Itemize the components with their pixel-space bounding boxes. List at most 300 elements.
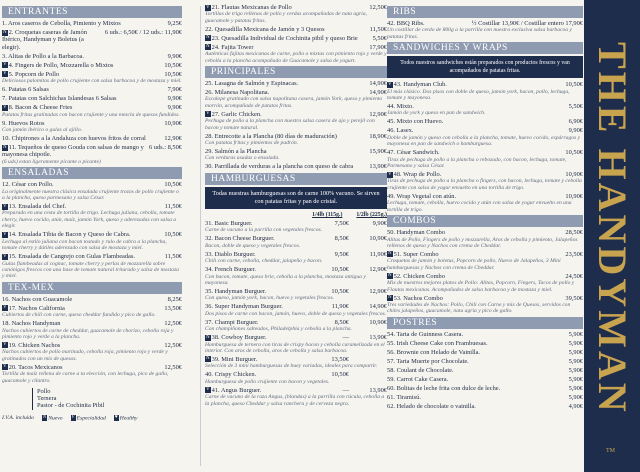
menu-item bbox=[205, 251, 387, 265]
menu-item bbox=[205, 387, 387, 407]
item-price: 18,90€ bbox=[369, 132, 387, 140]
item-price: 12,50€ bbox=[164, 363, 182, 371]
item-name: 31. Basic Burguer. bbox=[205, 219, 253, 227]
menu-item bbox=[387, 229, 583, 249]
item-price: 12,90€ bbox=[369, 287, 387, 295]
item-price: 10,50€ bbox=[164, 61, 182, 69]
section-entrantes: ENTRANTES bbox=[2, 6, 182, 18]
menu-item bbox=[2, 86, 182, 93]
item-price: 13,90€ bbox=[369, 386, 387, 394]
menu-item bbox=[387, 331, 583, 338]
column-1 bbox=[2, 4, 182, 422]
new-icon: N bbox=[206, 356, 210, 362]
menu-item bbox=[205, 266, 387, 286]
item-price: 9,25€ bbox=[167, 20, 182, 27]
item-description: Hamburguesa de ternera con tiras de crispy bacon y cebolla caramelizada en el interior. Con aros de cebolla, aros de cebolla y salsa barbacoa. bbox=[205, 341, 385, 354]
item-price: 28,50€ bbox=[565, 229, 583, 237]
iva-note: I.V.A. incluido bbox=[2, 415, 34, 422]
menu-item bbox=[387, 403, 583, 410]
entrantes-list bbox=[2, 20, 182, 165]
menu-item bbox=[205, 319, 387, 333]
specialty-icon: V bbox=[3, 231, 7, 237]
new-icon: N bbox=[42, 415, 47, 421]
specialty-icon: V bbox=[206, 387, 210, 393]
specialty-icon: V bbox=[206, 4, 210, 10]
item-name: 36. Super Handyman Burguer. bbox=[205, 303, 283, 311]
menu-item bbox=[387, 385, 583, 392]
item-name: 53. Nachos Combo bbox=[393, 294, 443, 302]
specialty-icon: V bbox=[71, 415, 75, 421]
item-price: ½ Costillar 13,90€ / Costillar entero 17,90€ bbox=[471, 20, 583, 27]
item-name: 1. Aros caseros de Cebolla, Pimiento y Mixtos bbox=[2, 20, 121, 27]
trademark-mark: TM bbox=[606, 448, 615, 454]
menu-item bbox=[205, 4, 387, 24]
item-description: Nachos cubiertos de carne de cheddar, guacamole de chorizo, cebolla roja y pimiento rojo y verde a la plancha. bbox=[2, 327, 174, 340]
item-description: El más clásico. Dos pisos con doble de queso, jamón york, bacon, pollo, lechuga, tomate y mayonesa. bbox=[387, 88, 570, 102]
item-description: Con patatas fritas y pimientos de padrón. bbox=[205, 140, 299, 147]
specialty-icon: V bbox=[3, 364, 7, 370]
healthy-icon: ♥ bbox=[114, 415, 118, 421]
item-name: 34. French Burguer. bbox=[205, 266, 256, 274]
combos-list bbox=[387, 229, 583, 315]
menu-item bbox=[205, 303, 387, 317]
menu-item bbox=[2, 296, 182, 303]
item-price bbox=[353, 371, 387, 378]
principales-list bbox=[205, 80, 387, 171]
menu-item bbox=[205, 288, 387, 302]
item-name: 48. Wrap de Pollo. bbox=[393, 171, 442, 179]
item-price: 5,90€ bbox=[568, 366, 583, 374]
item-price: 15,90€ bbox=[369, 148, 387, 156]
burgers-list bbox=[205, 220, 387, 407]
item-price: 13,50€ bbox=[331, 355, 349, 363]
item-name: 3. Alitas de Pollo a la Barbacoa. bbox=[2, 52, 84, 60]
item-price: 11,90€ bbox=[369, 250, 387, 258]
item-price: 10,90€ bbox=[369, 318, 387, 326]
menu-item bbox=[387, 127, 583, 147]
item-price bbox=[353, 356, 387, 363]
taco-option: Pastor - de Cochinita Pibil bbox=[37, 402, 105, 410]
item-price: 13,90€ bbox=[369, 334, 387, 342]
item-description: Chili con carne, cebolla, cheddar, jalapeño y bacon. bbox=[205, 258, 323, 265]
item-price: 11,50€ bbox=[369, 25, 387, 33]
taco-option: Ternera bbox=[37, 394, 57, 402]
menu-item bbox=[387, 171, 583, 191]
item-description: Con verduras asadas o ensalada. bbox=[205, 155, 280, 162]
new-icon: N bbox=[206, 35, 210, 41]
item-price: 9,90€ bbox=[167, 95, 182, 103]
sandwich-note: Todos nuestros sandwiches están preparados con productos frescos y van acompañados de patatas fritas. bbox=[387, 56, 583, 78]
item-price: 23,50€ bbox=[565, 250, 583, 258]
menu-item bbox=[387, 20, 583, 40]
menu-item bbox=[387, 149, 583, 169]
menu-item bbox=[387, 251, 583, 271]
item-price: 7,50€ bbox=[334, 219, 349, 227]
item-price: 8,25€ bbox=[167, 295, 182, 303]
item-name: 51. Super Combo bbox=[393, 250, 439, 258]
menu-item bbox=[387, 367, 583, 374]
item-price: 9,90€ bbox=[568, 127, 583, 135]
menu-item bbox=[387, 81, 583, 101]
item-description: Mix de nuestros mejores platos de Pollo: Alitas, Popcorn, Fingers, Tacos de pollo y Flautas mexicanas. Acompañados de salsa barbacoa y de mostaza y miel. bbox=[387, 280, 575, 293]
item-price: 5,90€ bbox=[568, 375, 583, 383]
item-price: 10,90€ bbox=[565, 192, 583, 200]
menu-item bbox=[205, 80, 387, 87]
legend-healthy: ♥ Healthy bbox=[114, 415, 138, 422]
menu-item bbox=[205, 35, 387, 42]
item-price: 10,50€ bbox=[164, 70, 182, 78]
item-price: 10,50€ bbox=[164, 231, 182, 239]
item-name: 27. Garlic Chicken. bbox=[211, 110, 262, 118]
item-description: Patatas fritas gratinadas con bacon crujiente y una mezcla de quesos fundidos. bbox=[2, 111, 180, 118]
menu-item bbox=[205, 163, 387, 170]
menu-item bbox=[387, 295, 583, 315]
specialty-icon: V bbox=[3, 62, 7, 68]
item-price: 8,50€ bbox=[334, 318, 349, 326]
item-description: Doble de jamón y queso con cebolla a la plancha, tomate, huevo cocido, espárragos y mayonesa en pan de sandwich o hamburguesa. bbox=[387, 134, 581, 148]
item-description: Con bacon, tomate, queso brie, cebolla a la plancha, mostaza antigua y mayonesa. bbox=[205, 273, 366, 286]
menu-item bbox=[387, 349, 583, 356]
item-price: 5,50€ bbox=[372, 34, 387, 42]
item-name: 40. Crispy Chicken. bbox=[205, 371, 257, 379]
item-name: 57. Tarta Muerte por Chocolate. bbox=[387, 357, 469, 365]
item-price: 10,50€ bbox=[331, 371, 349, 379]
menu-item bbox=[2, 71, 182, 85]
item-description: Un costillar de cerdo de 800g a la parrilla con nuestra exclusiva salsa barbacoa y patatas fritas. bbox=[387, 27, 572, 40]
item-description: Selección de 3 mini hamburguesas de buey variadas, ideales para compartir. bbox=[205, 363, 378, 370]
menu-item bbox=[387, 273, 583, 293]
item-name: 24. Fajita Tower bbox=[211, 43, 254, 51]
menu-item bbox=[205, 148, 387, 162]
legend bbox=[2, 415, 182, 421]
item-name: 56. Brownie con Helado de Vainilla. bbox=[387, 348, 481, 356]
menu-item bbox=[387, 193, 583, 213]
item-name: 33. Diablo Burguer. bbox=[205, 250, 256, 258]
specialty-icon: V bbox=[3, 342, 7, 348]
size-quarter-label: 1/4lb (115g.) bbox=[312, 211, 343, 218]
item-name: 43. Handyman Club. bbox=[393, 81, 447, 89]
item-name: 38. Cowboy Burguer. bbox=[211, 334, 267, 342]
item-description: Tortillas de trigo rellenas de pollo y cerdas acompañadas de nata agria, guacamole y patatas fritas. bbox=[205, 11, 367, 24]
item-name: 16. Nachos con Guacamole bbox=[2, 295, 73, 303]
item-description: Tres variedades de Nachos: Pollo, Chili con Carne y mix de Quesos, servidos con chiles jalapeños, guacamole, nata agria y pico de gallo. bbox=[387, 301, 571, 315]
item-price: 11,50€ bbox=[164, 203, 182, 211]
item-description: Jamón de york y queso en pan de sandwich. bbox=[387, 110, 486, 117]
item-price: 10,50€ bbox=[164, 181, 182, 189]
item-name: 5. Popcorn de Pollo bbox=[8, 70, 60, 78]
menu-item bbox=[2, 53, 182, 60]
item-description: Gulas flambeadas al cognac, tomate cherry y perlas de mozzarella sobre canónigos frescos con una base de tomate natural triturado y salsa de mostaza y miel. bbox=[2, 260, 179, 280]
item-price: 6 uds.: 6,50€ / 12 uds.: 11,90€ bbox=[104, 29, 182, 36]
item-price: 5,90€ bbox=[568, 339, 583, 347]
item-price: 13,90€ bbox=[369, 163, 387, 171]
menu-item bbox=[2, 62, 182, 69]
item-name: 19. Chicken Nachos bbox=[8, 341, 61, 349]
menu-item bbox=[2, 364, 182, 384]
item-price: 9,50€ bbox=[334, 250, 349, 258]
item-description: Con champiñones salteados, Philadelphia y cebolla a la plancha. bbox=[205, 326, 352, 333]
menu-item bbox=[2, 203, 182, 230]
item-name: 55. Irish Cheese Cake con Frambuesas. bbox=[387, 339, 488, 347]
item-price: 10,50€ bbox=[565, 81, 583, 89]
item-name: 21. Flautas Mexicanas de Pollo bbox=[211, 4, 292, 11]
new-icon: N bbox=[206, 334, 210, 340]
item-price: 5,90€ bbox=[568, 357, 583, 365]
item-description: Croquetas de jamón y boletus, Popcorn de pollo, Nuevo de Jalapeños, 3 Mini hamburguesas y Nachos con crema de Cheddar. bbox=[387, 258, 561, 271]
section-hamburguesas: HAMBURGUESAS bbox=[205, 173, 387, 185]
item-price: 17,90€ bbox=[369, 43, 387, 51]
section-sandwiches: SANDWICHES Y WRAPS bbox=[387, 42, 583, 54]
column-2 bbox=[205, 4, 387, 409]
texmex-list bbox=[2, 296, 182, 384]
menu-item bbox=[205, 334, 387, 354]
menu-item bbox=[387, 103, 583, 117]
item-name: 37. Champi Burguer. bbox=[205, 318, 259, 326]
item-description: Hamburguesa de pollo crujiente con bacon y vegetales. bbox=[205, 378, 330, 385]
item-name: 32. Bacon Cheese Burguer. bbox=[205, 235, 275, 243]
item-price: 5,90€ bbox=[568, 393, 583, 401]
item-description: Deliciosos palomitas de pollo crujiente con salsa barbacoa y de mostaza y miel. bbox=[2, 78, 182, 85]
item-name: 39. Mini Burguer. bbox=[211, 355, 258, 363]
item-price: 12,90€ bbox=[164, 135, 182, 143]
item-name: 41. Angus Burguer. bbox=[211, 386, 262, 394]
section-ensaladas: ENSALADAS bbox=[2, 167, 182, 179]
item-description: Con jamón ibérico o gulas al ajillo. bbox=[2, 127, 83, 134]
menu-item bbox=[2, 95, 182, 102]
item-name: 58. Coulant de Chocolate. bbox=[387, 366, 454, 374]
item-name: 17. Nachos California bbox=[8, 304, 65, 312]
item-description: La originalmente nuestra clásica ensalada crujiente trozos de pollo crujiente o a la plancha, queso parmesano y salsa César. bbox=[2, 188, 179, 202]
item-name: 59. Carrot Cake Casera. bbox=[387, 375, 449, 383]
item-name: 2. Croquetas caseras de Jamón Ibérico, Handyman y Boletus (a elegir). bbox=[2, 29, 87, 51]
column-divider bbox=[200, 6, 201, 466]
item-name: 30. Parrillada de verduras a la plancha con queso de cabra bbox=[205, 163, 354, 171]
item-price: 9,90€ bbox=[167, 104, 182, 112]
new-icon: N bbox=[388, 251, 392, 257]
item-name: 29. Salmón a la Plancha bbox=[205, 148, 267, 156]
specialty-icon: V bbox=[3, 203, 7, 209]
item-price: 5,90€ bbox=[568, 348, 583, 356]
item-description: Bacon, doble de queso y vegetales frescos. bbox=[205, 242, 301, 249]
item-description: Lechuga al estilo juliana con bacon tostado y rulo de cabra a la plancha, tomate cherry y dátiles aderezado con salsa de mostaza y miel. bbox=[2, 238, 167, 252]
menu-item bbox=[2, 181, 182, 201]
legend-especialidad: V Especialidad bbox=[71, 415, 106, 422]
item-description: (6 uds) estan ligeramente picante o picante) bbox=[2, 158, 101, 165]
specialty-icon: V bbox=[3, 104, 7, 110]
burger-size-header bbox=[205, 212, 387, 218]
item-price: 39,50€ bbox=[565, 294, 583, 302]
brand-spine bbox=[584, 0, 640, 472]
item-price: 12,50€ bbox=[164, 341, 182, 349]
item-price: 14,90€ bbox=[369, 89, 387, 97]
item-name: 10. Chipirones a la Andaluza con huevos fritos de corral bbox=[2, 135, 146, 143]
legend-nuevo: N Nuevo bbox=[42, 415, 63, 422]
item-price: 7,90€ bbox=[167, 86, 182, 94]
new-icon: N bbox=[388, 273, 392, 279]
menu-item bbox=[2, 305, 182, 319]
item-name: 60. Bolitas de leche frita con dulce de leche. bbox=[387, 384, 501, 392]
item-description: Tortilla de maíz rellena de carne a tu elección, con lechuga, pico de gallo, guacamole y cilantro. bbox=[2, 371, 169, 384]
menu-item bbox=[205, 111, 387, 131]
item-price: 5,50€ bbox=[568, 103, 583, 111]
item-name: 28. Entrecotte a la Plancha (80 días de maduración) bbox=[205, 132, 337, 140]
item-price: 9,90€ bbox=[372, 219, 387, 227]
item-name: 12. César con Pollo. bbox=[2, 181, 54, 189]
item-description: Preparado en una cesta de tortilla de trigo. Lechuga juliana, cebolla, tomate cherry, huevo cocido, atún, maíz, jamón York, queso y aderezadas con salsa a elegir. bbox=[2, 210, 177, 230]
section-texmex: TEX-MEX bbox=[2, 282, 182, 294]
brand-title: THE HANDYMAN bbox=[590, 41, 635, 415]
item-name: 52. Chicken Combo bbox=[393, 272, 445, 280]
item-price: 10,90€ bbox=[565, 171, 583, 179]
item-name: 62. Helado de chocolate o vainilla. bbox=[387, 402, 476, 410]
item-price: 11,90€ bbox=[331, 303, 349, 311]
menu-item bbox=[2, 253, 182, 280]
item-name: 35. Handyman Burguer. bbox=[205, 287, 267, 295]
item-price: 14,90€ bbox=[369, 80, 387, 88]
menu-item bbox=[2, 20, 182, 27]
item-name: 13. Ensalada del Chef. bbox=[8, 203, 67, 211]
item-price: 5,90€ bbox=[568, 384, 583, 392]
menu-item bbox=[205, 220, 387, 234]
section-postres: POSTRES bbox=[387, 317, 583, 329]
menu-item bbox=[387, 340, 583, 347]
item-name: 4. Fingers de Pollo, Mozzarella o Mixtos bbox=[8, 61, 114, 69]
item-description: Tiras de pechuga de pollo a la plancha o rebozado, con bacon, lechuga, tomate, Parmesano y salsa César. bbox=[387, 156, 567, 170]
section-principales: PRINCIPALES bbox=[205, 66, 387, 78]
item-name: 22. Quesadilla Mexicana de Jamón y 3 Quesos bbox=[205, 25, 325, 33]
ribs-list bbox=[387, 20, 583, 40]
item-price: 10,90€ bbox=[369, 235, 387, 243]
item-name: 20. Tacos Mexicanos bbox=[8, 363, 63, 371]
menu-item bbox=[2, 342, 182, 362]
taco-option: Pollo bbox=[37, 387, 51, 395]
item-description: Alitas de Pollo, Fingers de pollo y mozzarella, Aros de cebolla y pimiento, Jalapeños rellenos de queso y Nachos con crema de Cheddar. bbox=[387, 236, 578, 249]
item-name: 11. Tequeños de queso Gouda con salsas de mango y mayonesa chipotle. bbox=[2, 144, 144, 159]
item-price: — bbox=[342, 386, 349, 394]
menu-item bbox=[205, 371, 387, 385]
item-price: 12,90€ bbox=[369, 266, 387, 274]
item-name: 47. César Sandwich. bbox=[387, 149, 440, 157]
item-price: 13,50€ bbox=[164, 304, 182, 312]
new-icon: N bbox=[3, 29, 7, 35]
item-price: — bbox=[342, 334, 349, 342]
menu-item bbox=[2, 104, 182, 118]
item-name: 26. Milanesa Napolitana. bbox=[205, 89, 270, 97]
specialty-icon: V bbox=[3, 71, 7, 77]
item-description: Carne de vacuno de la raza Angus, (blandas) a la parrilla con rúcula, cebolla a la plancha, queso Cheddar y salsa ranchera y de cerveza negra. bbox=[205, 394, 385, 407]
item-name: 9. Huevos Rotos bbox=[2, 119, 45, 127]
item-price: 6 uds.: 8,50€ bbox=[148, 144, 182, 152]
item-description: Escalope gratinado con salsa napolitana casera, jamón York, queso y pimiento morrón, acompañado de patatas fritas. bbox=[205, 96, 383, 109]
item-price: 5,90€ bbox=[568, 330, 583, 338]
menu-item bbox=[2, 231, 182, 251]
menu-item bbox=[387, 358, 583, 365]
menu-item bbox=[2, 320, 182, 340]
menu-item bbox=[387, 118, 583, 125]
item-description: Pechuga de pollo a la plancha con nuestra salsa casera de ajo y perejil con bacon y tomate natural. bbox=[205, 118, 375, 131]
item-price: 24,50€ bbox=[565, 272, 583, 280]
texmex-continued-list bbox=[205, 4, 387, 64]
item-price: 6,90€ bbox=[568, 118, 583, 126]
menu-item bbox=[2, 135, 182, 142]
menu-item bbox=[205, 89, 387, 109]
menu-item bbox=[205, 356, 387, 370]
specialty-icon: V bbox=[206, 111, 210, 117]
item-description: Cubiertos de chili con carne, queso cheddar fundido y pico de gallo. bbox=[2, 312, 156, 319]
item-name: 6. Patatas 6 Salsas bbox=[2, 86, 49, 94]
item-price: 8,50€ bbox=[334, 235, 349, 243]
item-description: Con queso, jamón york, bacon, huevo y vegetales frescos. bbox=[205, 295, 335, 302]
menu-item bbox=[205, 235, 387, 249]
item-name: 18. Nachos Handyman bbox=[2, 320, 61, 328]
menu-item bbox=[205, 44, 387, 64]
item-price: 10,50€ bbox=[331, 266, 349, 274]
specialty-icon: V bbox=[3, 253, 7, 259]
item-name: 61. Tiramisú. bbox=[387, 393, 421, 401]
section-ribs: RIBS bbox=[387, 6, 583, 18]
menu-item bbox=[205, 26, 387, 33]
item-price: 14,90€ bbox=[369, 303, 387, 311]
item-price: 12,90€ bbox=[369, 110, 387, 118]
item-description: Tiras de pechuga de pollo a la plancha o fingers, con bacon, lechuga, tomate y cebolla crujiente con salsa de yogur envuelto en una tortilla de trigo. bbox=[387, 178, 582, 191]
specialty-icon: V bbox=[388, 81, 392, 87]
item-name: 15. Ensalada de Cangrejo con Gulas Flambeadas. bbox=[8, 253, 135, 261]
item-name: 49. Wrap Vegetal con atún. bbox=[387, 192, 457, 200]
item-price: 9,90€ bbox=[167, 52, 182, 60]
item-price: 10,90€ bbox=[164, 119, 182, 127]
item-name: 46. Lasex. bbox=[387, 127, 414, 135]
size-half-label: 1/2lb (225g.) bbox=[356, 211, 387, 218]
item-description: Carne de vacuno a la parrilla con vegetales frescos. bbox=[205, 227, 323, 234]
new-icon: N bbox=[206, 44, 210, 50]
item-description: Dos pisos de carne con bacon, jamón, huevo, doble de queso y vegetales frescos. bbox=[205, 310, 387, 317]
item-price: 12,50€ bbox=[164, 320, 182, 328]
menu-item bbox=[205, 133, 387, 147]
menu-item bbox=[2, 144, 182, 165]
new-icon: N bbox=[388, 295, 392, 301]
menu-item bbox=[387, 376, 583, 383]
item-name: 54. Tarta de Guinness Casera. bbox=[387, 330, 464, 338]
ensaladas-list bbox=[2, 181, 182, 279]
item-description: Lechuga, tomate, cebolla, huevo cocido y atún con salsa de yogur envuelto en una tortilla de trigo. bbox=[387, 200, 572, 213]
burger-note: Todas nuestras hamburguesas son de carne 100% vacuno. Se sirven con patatas fritas y pan de cristal. bbox=[205, 187, 387, 209]
item-name: 14. Ensalada Tibia de Bacon y Queso de Cabra. bbox=[8, 231, 131, 239]
taco-options bbox=[32, 388, 104, 410]
item-price: 10,50€ bbox=[565, 149, 583, 157]
column-3 bbox=[387, 4, 583, 412]
specialty-icon: V bbox=[3, 305, 7, 311]
postres-list bbox=[387, 331, 583, 410]
sandwiches-list bbox=[387, 81, 583, 213]
new-icon: N bbox=[3, 144, 7, 150]
item-name: 8. Bacon & Cheese Fries bbox=[8, 104, 73, 112]
item-price: 11,50€ bbox=[164, 253, 182, 261]
item-name: 44. Mixto. bbox=[387, 103, 414, 111]
menu-item bbox=[2, 29, 182, 51]
item-name: 7. Patatas con Salchichas Islandesas 6 Salsas bbox=[2, 95, 117, 103]
item-name: 50. Handyman Combo bbox=[387, 229, 446, 237]
item-name: 45. Mixto con Huevo. bbox=[387, 118, 444, 126]
section-combos: COMBOS bbox=[387, 215, 583, 227]
item-price: 4,90€ bbox=[568, 402, 583, 410]
menu-item bbox=[2, 120, 182, 134]
item-name: 25. Lasagna de Salmón y Espinacas. bbox=[205, 80, 299, 88]
item-price: 12,50€ bbox=[369, 4, 387, 11]
item-description: Nachos cubiertos de pollo marinado, cebolla roja, pimiento rojo y verde y gratinados con un mix de quesos. bbox=[2, 349, 168, 362]
specialty-icon: V bbox=[388, 171, 392, 177]
item-name: 23. Quesadilla Individual de Cochinita pibil y queso Brie bbox=[211, 34, 358, 42]
item-price: 10,50€ bbox=[331, 287, 349, 295]
